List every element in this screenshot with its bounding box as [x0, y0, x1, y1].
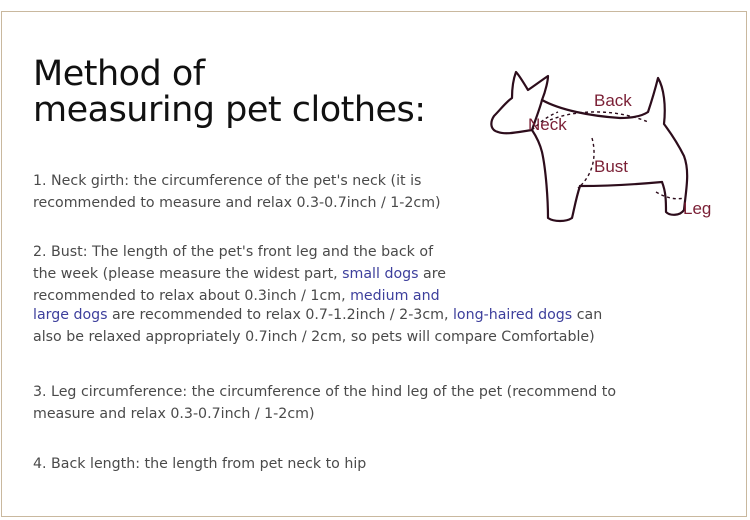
back-length-section [33, 453, 366, 475]
label-back: Back [594, 91, 632, 110]
bust-line-1: 2. Bust: The length of the pet's front leg and the back of [33, 244, 434, 260]
neck-girth-section [33, 170, 441, 214]
back-line-1: 4. Back length: the length from pet neck to hip [33, 456, 367, 472]
dog-belly-outline [580, 182, 662, 186]
dog-outline [491, 72, 687, 221]
title-line-1: Method of [33, 54, 205, 94]
highlight-large-dogs: large dogs [33, 307, 108, 323]
neck-line-1: 1. Neck girth: the circumference of the pet's neck (it is [33, 173, 422, 189]
dog-front-leg-outline [532, 130, 580, 221]
bust-line-3a: recommended to relax about 0.3inch / 1cm, [33, 288, 351, 304]
bust-line-4b: are recommended to relax 0.7-1.2inch / 2-3cm, [107, 307, 453, 323]
neck-line-2: recommended to measure and relax 0.3-0.7inch / 1-2cm) [33, 195, 441, 211]
highlight-long-haired-dogs: long-haired dogs [452, 307, 573, 323]
bust-line-4d: can [572, 307, 603, 323]
leg-line-1: 3. Leg circumference: the circumference of the hind leg of the pet (recommend to [33, 384, 617, 400]
highlight-medium-and: medium and [350, 288, 440, 304]
leg-line-2: measure and relax 0.3-0.7inch / 1-2cm) [33, 406, 315, 422]
page-title [33, 56, 426, 128]
bust-line-2a: the week (please measure the widest part, [33, 266, 343, 282]
leg-section [33, 381, 616, 425]
title-line-2: measuring pet clothes: [33, 90, 426, 130]
label-neck: Neck [528, 115, 567, 134]
dog-measurement-diagram [470, 60, 730, 230]
label-bust: Bust [594, 157, 629, 176]
leg-measure-line [656, 192, 684, 199]
bust-line-2 [33, 263, 602, 285]
bust-line-4 [33, 304, 602, 326]
highlight-small-dogs: small dogs [342, 266, 419, 282]
bust-line-5: also be relaxed appropriately 0.7inch / 2cm, so pets will compare Comfortable) [33, 329, 595, 345]
label-leg: Leg [683, 199, 712, 218]
bust-measure-line [578, 138, 594, 188]
bust-line-2c: are [418, 266, 447, 282]
bust-section [33, 241, 602, 348]
